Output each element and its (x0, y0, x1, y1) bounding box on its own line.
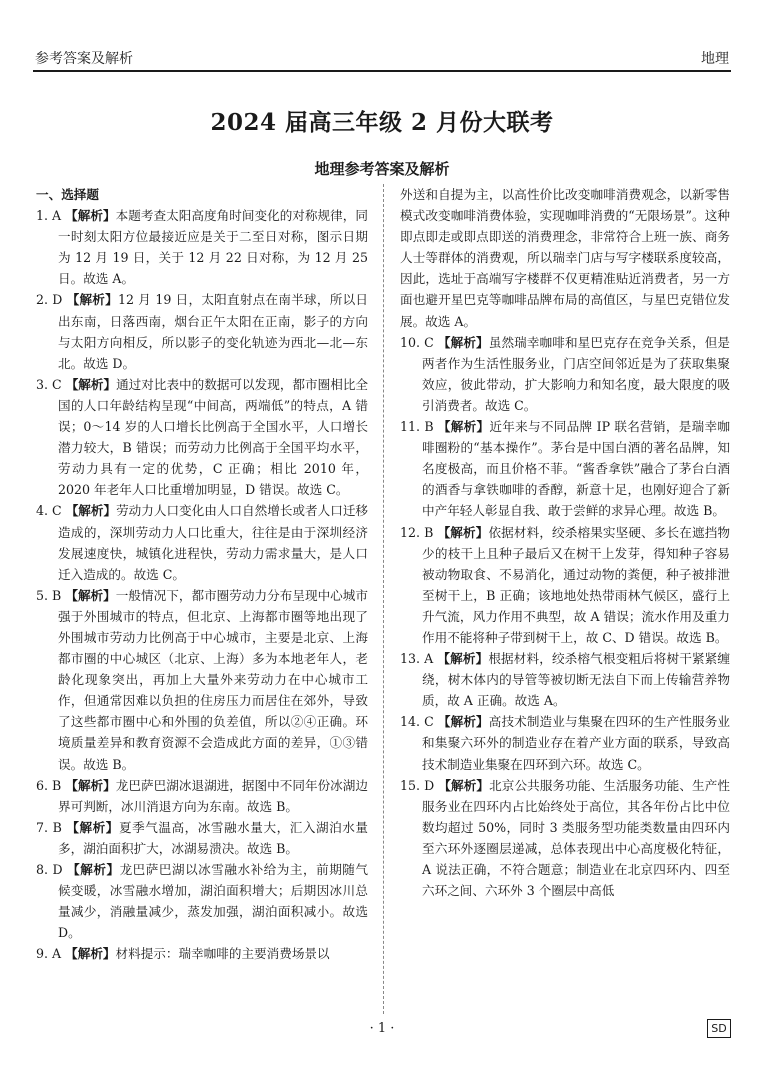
answer-item (400, 775, 730, 902)
analysis-tag: 【解析】 (65, 503, 117, 519)
analysis-text: 龙巴萨巴湖以冰雪融水补给为主，前期随气候变暖，冰雪融水增加，湖泊面积增大；后期因冰川总量减少，消融量减少，蒸发加强，湖泊面积减小。故选 D。 (58, 862, 368, 941)
answer-number: 11. B (400, 419, 434, 435)
analysis-text: 依据材料，绞杀榕果实坚硬、多长在遮挡物少的枝干上且种子最后又在树干上发芽，得知种子容易被动物取食、不易消化，通过动物的粪便，种子被排泄至树干上，B 正确；该地地处热带雨林气候区，盛行上升气流，风力作用不典型，故 A 错误；流水作用及重力作用不能将种子带到树干上，故 C、D 错误。故选 B。 (422, 524, 731, 645)
answer-number: 8. D (36, 862, 63, 877)
analysis-text: 根据材料，绞杀榕气根变粗后将树干紧紧缠绕，树木体内的导管等被切断无法自下而上传输营养物质，故 A 正确。故选 A。 (422, 651, 730, 709)
analysis-text: 12 月 19 日，太阳直射点在南半球，所以日出东南，日落西南，烟台正午太阳在正南，影子的方向与太阳方向相反，所以影子的变化轨迹为西北—北—东北。故选 D。 (58, 292, 369, 371)
left-column (36, 184, 368, 964)
answer-number: 10. C (400, 334, 434, 350)
right-question-list (400, 332, 730, 902)
right-column (400, 184, 730, 901)
analysis-text: 龙巴萨巴湖冰退湖进，据图中不同年份冰湖边界可判断，冰川消退方向为东南。故选 B。 (58, 777, 369, 814)
analysis-text: 夏季气温高，冰雪融水量大，汇入湖泊水量多，湖泊面积扩大，冰湖易溃决。故选 B。 (58, 819, 369, 856)
answer-item (400, 648, 730, 711)
page-title: 2024 届高三年级 2 月份大联考 (210, 109, 554, 136)
answer-number: 14. C (400, 714, 434, 730)
analysis-text: 虽然瑞幸咖啡和星巴克存在竞争关系，但是两者作为生活性服务业，门店空间邻近是为了获取集聚效应，彼此带动，扩大影响力和知名度，最大限度的吸引消费者。故选 C。 (422, 334, 731, 413)
answer-number: 5. B (36, 587, 62, 603)
analysis-tag: 【解析】 (438, 777, 490, 793)
answer-item (36, 205, 368, 289)
analysis-text: 北京公共服务功能、生活服务功能、生产性服务业在四环内占比始终处于高位，其各年份占比中位数均超过 50%，同时 3 类服务型功能类数量由四环内至六环外逐圈层递减，总体表现出中心高度极化特征，A 说法正确，不符合题意；制造业在北京四环内、四至六环之间、六环外 3 个圈层中高低 (422, 777, 731, 899)
analysis-tag: 【解析】 (65, 777, 116, 793)
answer-number: 1. A (36, 208, 62, 224)
answer-item (400, 711, 730, 774)
analysis-text: 高技术制造业与集聚在四环的生产性服务业和集聚六环外的制造业存在着产业方面的联系，导致高技术制造业集聚在四环到六环。故选 C。 (422, 714, 731, 772)
analysis-tag: 【解析】 (65, 587, 116, 603)
page-number: · 1 · (369, 1021, 395, 1036)
answer-item (36, 374, 368, 501)
analysis-tag: 【解析】 (66, 819, 119, 835)
answer-item (36, 585, 368, 775)
answer-item (400, 332, 730, 416)
analysis-text: 材料提示：瑞幸咖啡的主要消费场景以 (115, 946, 330, 962)
continued-answer-text: 外送和自提为主，以高性价比改变咖啡消费观念，以新零售模式改变咖啡消费体验，实现咖啡消费的“无限场景”。这种即点即走或即点即送的消费理念，非常符合上班一族、商务人士等群体的消费观，所以瑞幸门店与写字楼联系度较高，因此，选址于高端写字楼群不仅更精准贴近消费者，另一方面也避开星巴克等咖啡品牌布局的高值区，与星巴克错位发展。故选 A。 (400, 187, 730, 329)
analysis-text: 劳动力人口变化由人口自然增长或者人口迁移造成的，深圳劳动力人口比重大，往往是由于深圳经济发展速度快，城镇化进程快，劳动力需求量大，是人口迁入造成的。故选 C。 (58, 503, 369, 582)
analysis-tag: 【解析】 (437, 524, 489, 540)
left-question-list (36, 205, 368, 964)
answer-item (36, 859, 368, 943)
analysis-tag: 【解析】 (437, 334, 489, 350)
page-subtitle: 地理参考答案及解析 (314, 160, 450, 178)
analysis-tag: 【解析】 (437, 651, 489, 667)
analysis-text: 通过对比表中的数据可以发现，都市圈相比全国的人口年龄结构呈现“中间高，两端低”的特点，A 错误；0～14 岁的人口增长比例高于全国水平，人口增长潜力较大，B 错误；而劳动力比例高于全国平均水平，劳动力具有一定的优势，C 正确；相比 2010 年，2020 年老年人口比重增加明显，D 错误。故选 C。 (58, 376, 369, 498)
edition-badge: SD (707, 1019, 731, 1038)
analysis-tag: 【解析】 (65, 376, 117, 392)
answer-item (36, 943, 368, 964)
column-divider (383, 184, 384, 1014)
analysis-text: 一般情况下，都市圈劳动力分布呈现中心城市强于外围城市的特点，但北京、上海都市圈等地出现了外围城市劳动力比例高于中心城市，主要是北京、上海都市圈的中心城区（北京、上海）多为本地老年人，老龄化现象突出，再加上大量外来劳动力在中心城市工作，但通常因难以负担的住房压力而居住在郊外，导致了这些都市圈中心和外围的负差值，所以②④正确。环境质量差异和教育资源不会造成此方面的差异，①③错误。故选 B。 (58, 587, 369, 772)
analysis-text: 近年来与不同品牌 IP 联名营销，是瑞幸咖啡圈粉的“基本操作”。茅台是中国白酒的著名品牌，知名度极高，而且价格不菲。“酱香拿铁”融合了茅台白酒的酒香与拿铁咖啡的香醇，新意十足，也刚好迎合了新中产年轻人彰显自我、敢于尝鲜的求异心理。故选 B。 (422, 419, 730, 519)
answer-item (36, 500, 368, 584)
answer-number: 13. A (400, 651, 434, 667)
answer-number: 2. D (36, 292, 63, 308)
analysis-tag: 【解析】 (437, 419, 490, 435)
answer-item (400, 416, 730, 521)
analysis-tag: 【解析】 (437, 714, 489, 730)
analysis-tag: 【解析】 (65, 208, 116, 224)
answer-item (36, 289, 368, 373)
analysis-tag: 【解析】 (65, 946, 116, 962)
header-subject: 地理 (701, 51, 729, 67)
header-left-text: 参考答案及解析 (35, 51, 133, 67)
answer-number: 3. C (36, 376, 62, 392)
answer-number: 4. C (36, 503, 62, 519)
answer-number: 12. B (400, 524, 434, 540)
page-header (33, 44, 731, 72)
answer-item (36, 775, 368, 817)
answer-number: 15. D (400, 777, 435, 793)
answer-item (36, 817, 368, 859)
section-heading: 一、选择题 (36, 187, 99, 202)
analysis-text: 本题考查太阳高度角时间变化的对称规律，同一时刻太阳方位最接近应是关于二至日对称，图示日期为 12 月 19 日，关于 12 月 22 日对称，为 12 月 25 日。故选 A。 (58, 208, 368, 287)
answer-number: 9. A (36, 946, 62, 962)
answer-item (400, 522, 730, 649)
answer-number: 7. B (36, 819, 62, 835)
header-rule (33, 70, 731, 72)
analysis-tag: 【解析】 (67, 862, 120, 877)
analysis-tag: 【解析】 (66, 292, 118, 308)
answer-number: 6. B (36, 777, 62, 793)
